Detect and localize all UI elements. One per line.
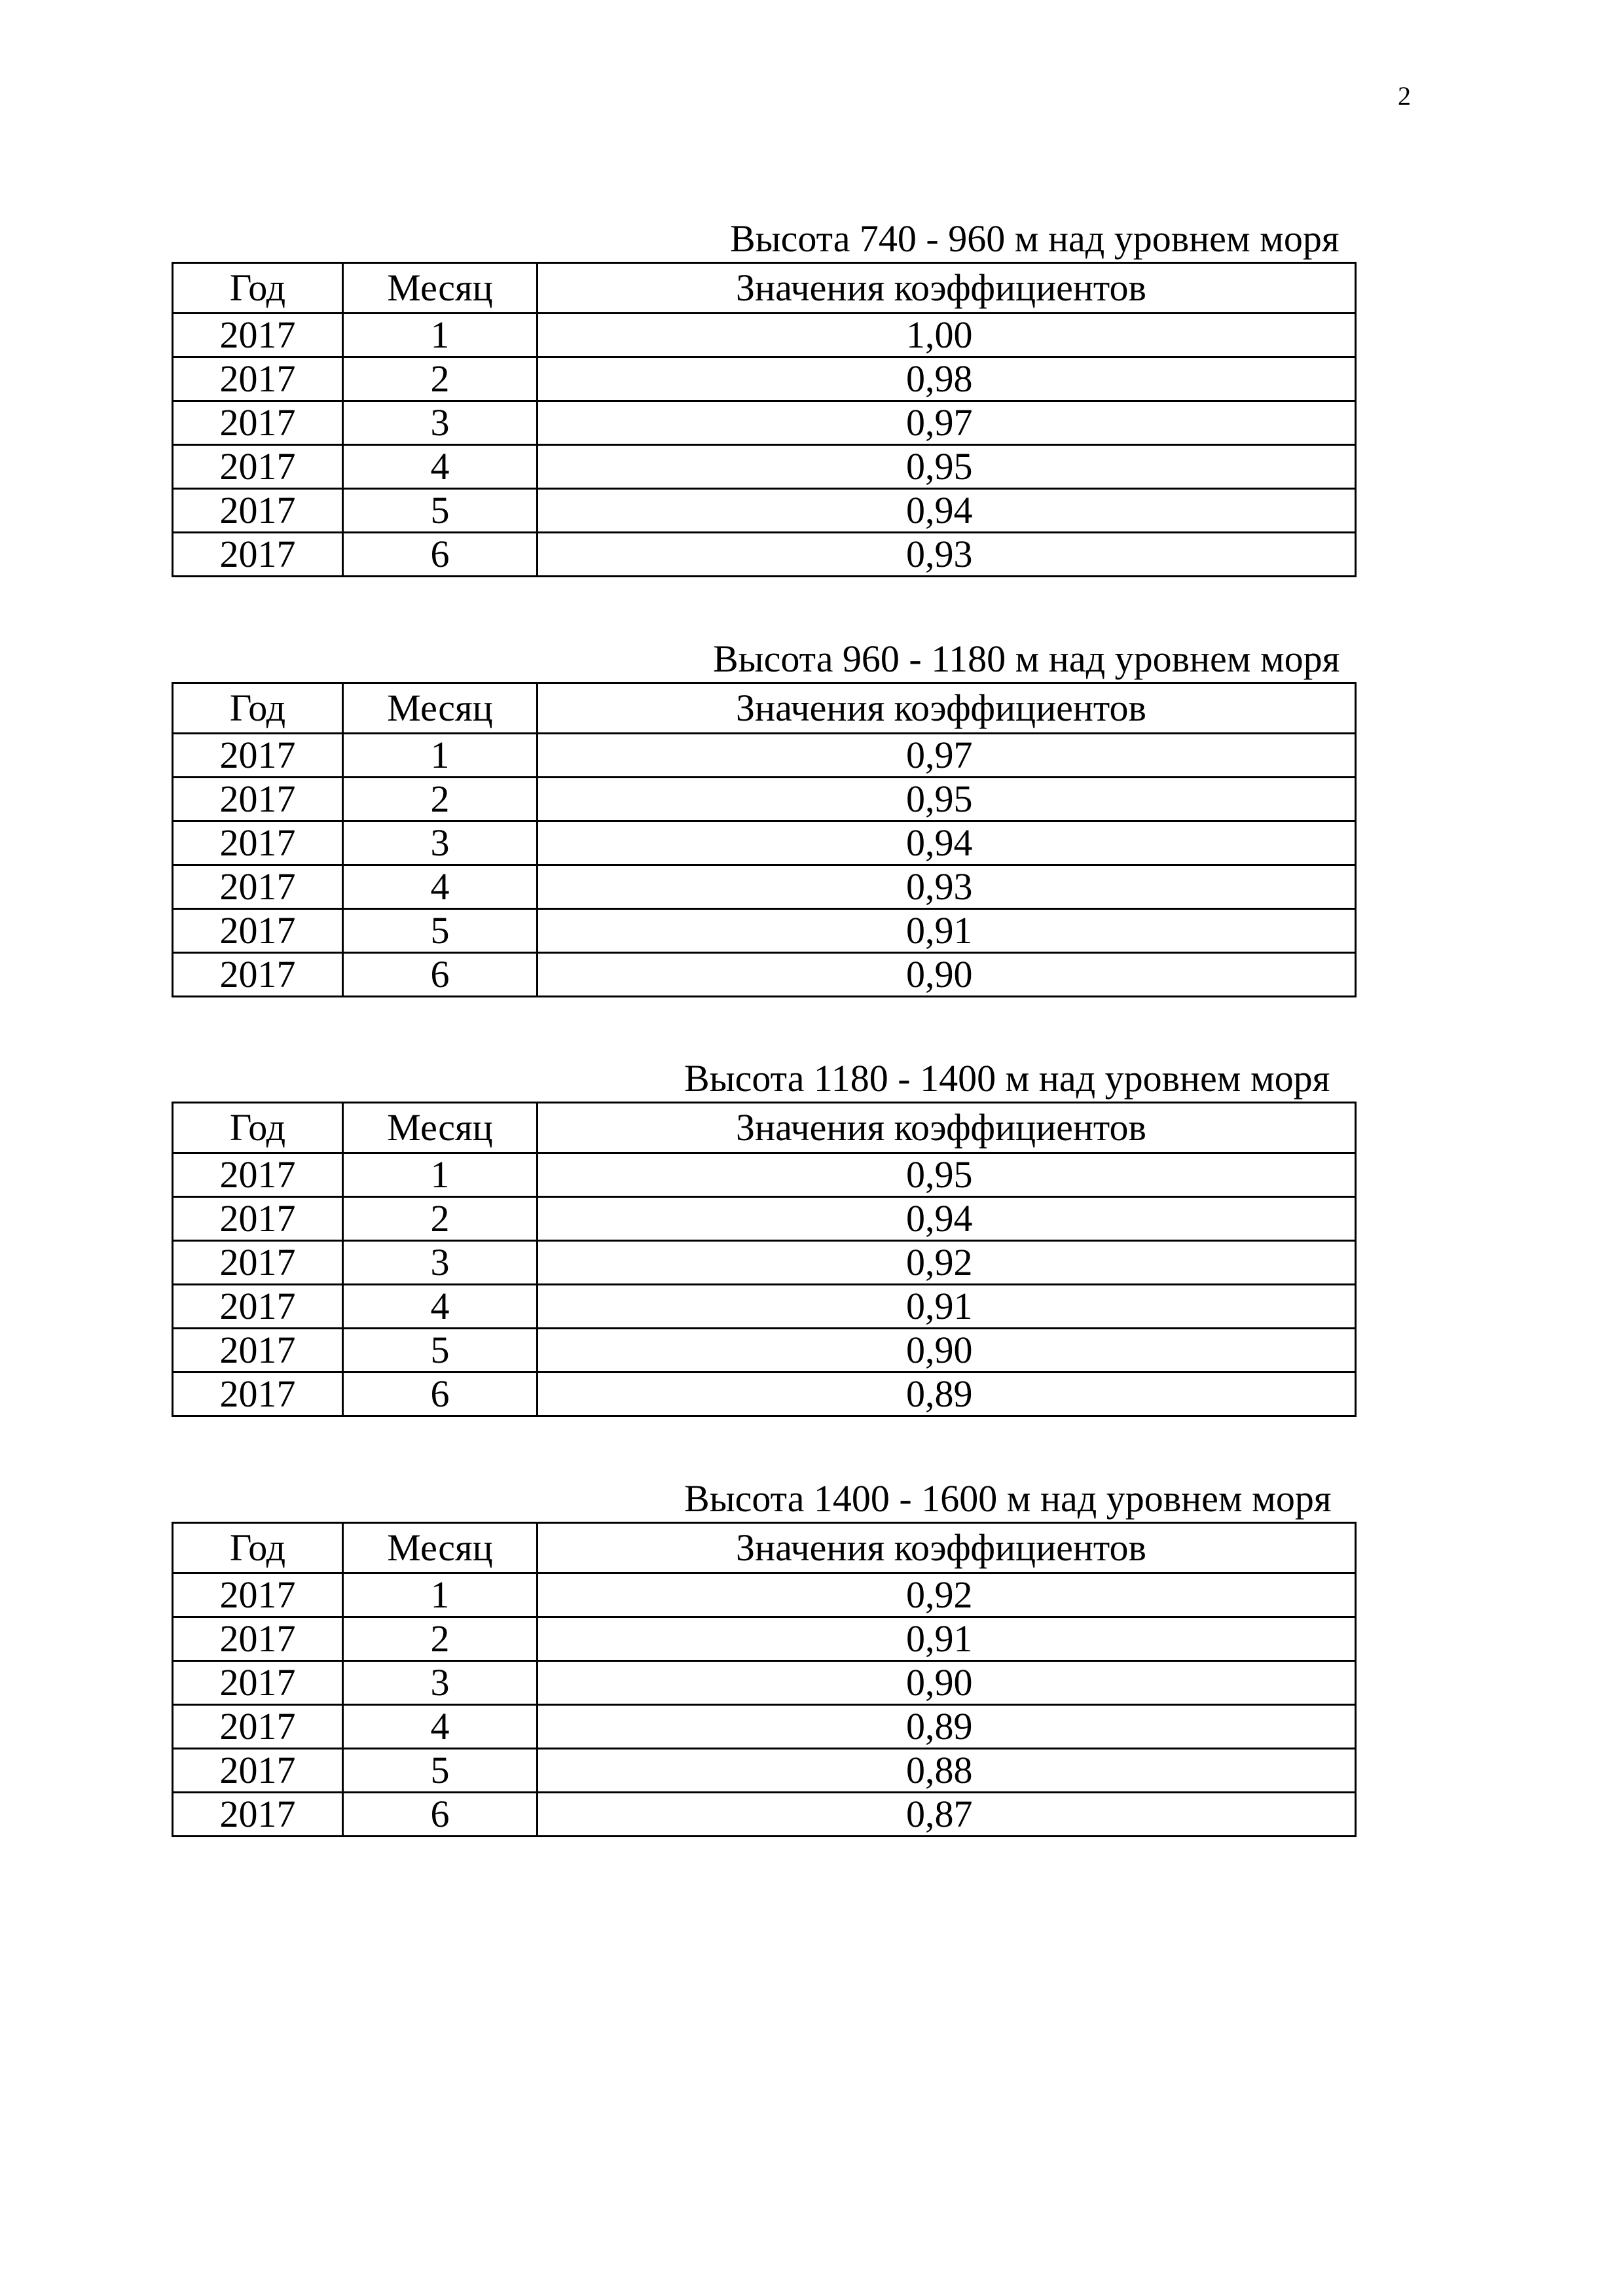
table-row — [173, 357, 1356, 401]
cell-month: 5 — [343, 489, 538, 533]
table-row — [173, 489, 1356, 533]
cell-year: 2017 — [173, 778, 343, 821]
page-number: 2 — [1398, 81, 1411, 111]
cell-month: 5 — [343, 1329, 538, 1372]
cell-year: 2017 — [173, 357, 343, 401]
cell-value: 1,00 — [538, 314, 1356, 357]
cell-month: 2 — [343, 1617, 538, 1661]
cell-year: 2017 — [173, 533, 343, 577]
cell-month: 2 — [343, 357, 538, 401]
column-header-value: Значения коэффициентов — [538, 263, 1356, 314]
table-row — [173, 734, 1356, 778]
cell-year: 2017 — [173, 1372, 343, 1416]
cell-month: 6 — [343, 1793, 538, 1837]
table-row — [173, 1197, 1356, 1241]
cell-year: 2017 — [173, 1617, 343, 1661]
column-header-year: Год — [173, 263, 343, 314]
table-row — [173, 1617, 1356, 1661]
table-row — [173, 1573, 1356, 1617]
column-header-month: Месяц — [343, 263, 538, 314]
cell-value: 0,87 — [538, 1793, 1356, 1837]
cell-value: 0,92 — [538, 1241, 1356, 1285]
cell-value: 0,89 — [538, 1372, 1356, 1416]
coefficient-table — [172, 1102, 1357, 1417]
cell-value: 0,93 — [538, 533, 1356, 577]
cell-month: 2 — [343, 778, 538, 821]
cell-year: 2017 — [173, 1153, 343, 1197]
cell-month: 5 — [343, 1749, 538, 1793]
column-header-value: Значения коэффициентов — [538, 683, 1356, 734]
cell-value: 0,91 — [538, 909, 1356, 953]
table-row — [173, 1329, 1356, 1372]
cell-value: 0,94 — [538, 821, 1356, 865]
cell-year: 2017 — [173, 445, 343, 489]
cell-value: 0,90 — [538, 953, 1356, 997]
table-row — [173, 533, 1356, 577]
table-row — [173, 1661, 1356, 1705]
cell-value: 0,91 — [538, 1617, 1356, 1661]
column-header-value: Значения коэффициентов — [538, 1523, 1356, 1573]
table-row — [173, 1241, 1356, 1285]
cell-month: 3 — [343, 401, 538, 445]
cell-value: 0,94 — [538, 1197, 1356, 1241]
cell-year: 2017 — [173, 1573, 343, 1617]
cell-month: 1 — [343, 1573, 538, 1617]
cell-year: 2017 — [173, 1241, 343, 1285]
table-row — [173, 1793, 1356, 1837]
column-header-year: Год — [173, 1523, 343, 1573]
cell-year: 2017 — [173, 909, 343, 953]
cell-month: 1 — [343, 314, 538, 357]
column-header-month: Месяц — [343, 1523, 538, 1573]
table-header-row — [173, 1103, 1356, 1153]
table-row — [173, 778, 1356, 821]
cell-year: 2017 — [173, 1329, 343, 1372]
cell-year: 2017 — [173, 1285, 343, 1329]
cell-month: 1 — [343, 734, 538, 778]
cell-value: 0,93 — [538, 865, 1356, 909]
cell-value: 0,89 — [538, 1705, 1356, 1749]
cell-value: 0,90 — [538, 1329, 1356, 1372]
cell-year: 2017 — [173, 865, 343, 909]
cell-value: 0,94 — [538, 489, 1356, 533]
cell-year: 2017 — [173, 1793, 343, 1837]
coefficient-table — [172, 262, 1357, 577]
cell-month: 6 — [343, 533, 538, 577]
table-row — [173, 865, 1356, 909]
table-row — [173, 1285, 1356, 1329]
cell-year: 2017 — [173, 401, 343, 445]
table-header-row — [173, 1523, 1356, 1573]
cell-year: 2017 — [173, 821, 343, 865]
table-row — [173, 1153, 1356, 1197]
cell-month: 4 — [343, 1705, 538, 1749]
cell-month: 6 — [343, 1372, 538, 1416]
cell-value: 0,95 — [538, 778, 1356, 821]
column-header-year: Год — [173, 683, 343, 734]
table-row — [173, 1372, 1356, 1416]
cell-month: 5 — [343, 909, 538, 953]
cell-year: 2017 — [173, 1705, 343, 1749]
table-title: Высота 1180 - 1400 м над уровнем моря — [684, 1057, 1330, 1100]
table-row — [173, 909, 1356, 953]
table-row — [173, 821, 1356, 865]
table-row — [173, 314, 1356, 357]
cell-value: 0,95 — [538, 1153, 1356, 1197]
cell-month: 3 — [343, 1661, 538, 1705]
cell-month: 4 — [343, 865, 538, 909]
cell-year: 2017 — [173, 1749, 343, 1793]
cell-year: 2017 — [173, 953, 343, 997]
cell-year: 2017 — [173, 734, 343, 778]
cell-month: 2 — [343, 1197, 538, 1241]
table-header-row — [173, 683, 1356, 734]
cell-year: 2017 — [173, 1661, 343, 1705]
table-title: Высота 960 - 1180 м над уровнем моря — [713, 637, 1340, 680]
table-header-row — [173, 263, 1356, 314]
table-row — [173, 953, 1356, 997]
cell-year: 2017 — [173, 489, 343, 533]
cell-value: 0,91 — [538, 1285, 1356, 1329]
table-title: Высота 740 - 960 м над уровнем моря — [730, 217, 1340, 260]
cell-value: 0,92 — [538, 1573, 1356, 1617]
cell-value: 0,98 — [538, 357, 1356, 401]
cell-year: 2017 — [173, 314, 343, 357]
table-row — [173, 1749, 1356, 1793]
cell-value: 0,90 — [538, 1661, 1356, 1705]
cell-month: 3 — [343, 821, 538, 865]
cell-month: 3 — [343, 1241, 538, 1285]
column-header-value: Значения коэффициентов — [538, 1103, 1356, 1153]
cell-value: 0,97 — [538, 401, 1356, 445]
column-header-month: Месяц — [343, 1103, 538, 1153]
cell-month: 4 — [343, 445, 538, 489]
cell-year: 2017 — [173, 1197, 343, 1241]
column-header-year: Год — [173, 1103, 343, 1153]
cell-month: 4 — [343, 1285, 538, 1329]
table-row — [173, 401, 1356, 445]
table-row — [173, 445, 1356, 489]
coefficient-table — [172, 682, 1357, 997]
table-row — [173, 1705, 1356, 1749]
cell-value: 0,88 — [538, 1749, 1356, 1793]
cell-value: 0,97 — [538, 734, 1356, 778]
cell-month: 6 — [343, 953, 538, 997]
cell-month: 1 — [343, 1153, 538, 1197]
cell-value: 0,95 — [538, 445, 1356, 489]
column-header-month: Месяц — [343, 683, 538, 734]
coefficient-table — [172, 1522, 1357, 1837]
table-title: Высота 1400 - 1600 м над уровнем моря — [684, 1477, 1332, 1520]
